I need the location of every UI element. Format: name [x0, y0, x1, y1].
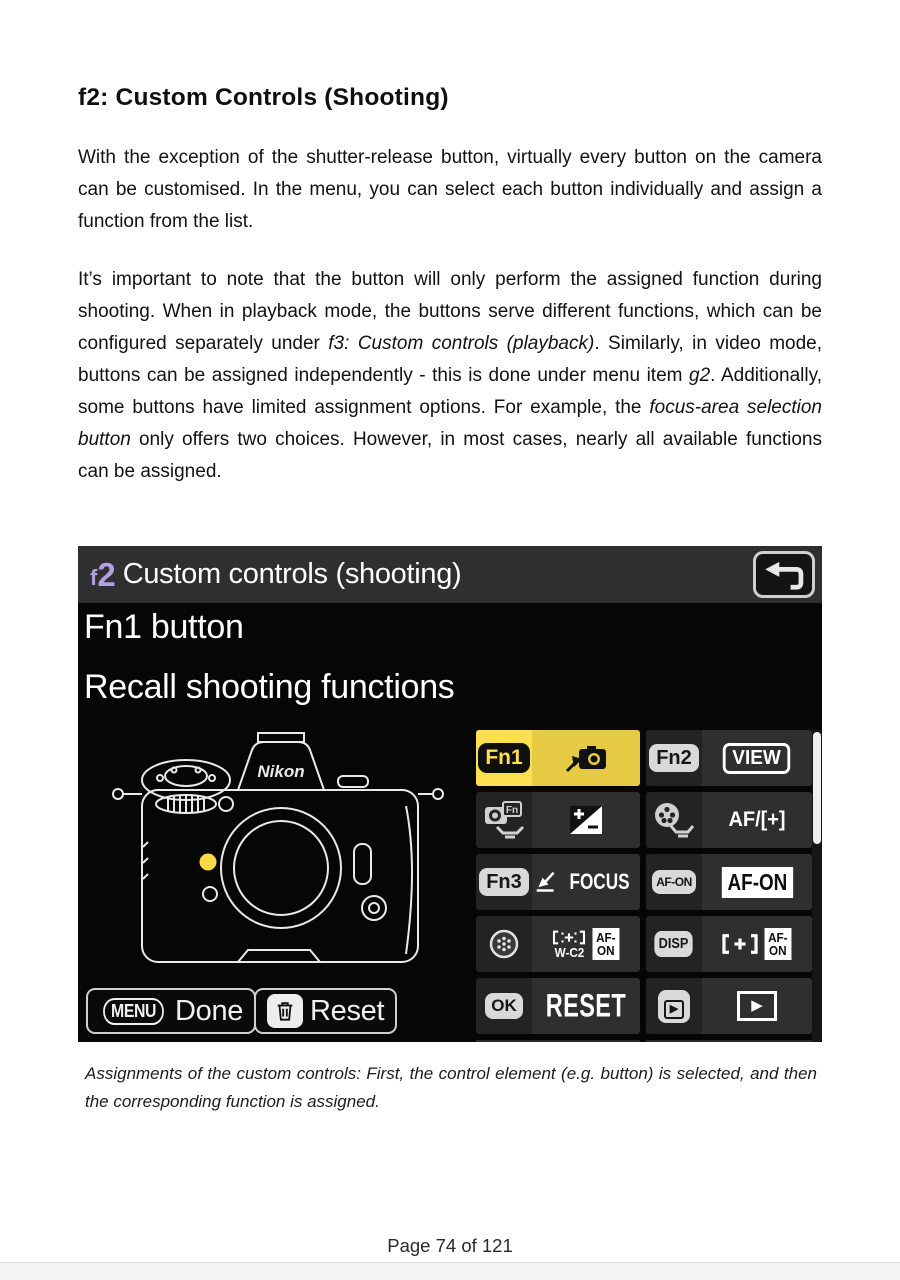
page-number: Page 74 of 121	[387, 1235, 513, 1256]
menu-code: f 2	[90, 556, 116, 593]
camera-illustration	[102, 732, 454, 968]
recall-shooting-functions-icon	[564, 742, 608, 774]
menu-done-button[interactable]	[86, 988, 256, 1034]
af-on-hold-box: AF- ON	[765, 928, 792, 960]
page-break-strip	[0, 1262, 900, 1280]
lens-fn-button-icon	[483, 801, 525, 839]
grid-cell-fn3-button[interactable]	[476, 854, 640, 910]
figure-caption: Assignments of the custom controls: First, the control element (e.g. button) is selected, and then the corresponding function is assigned.	[85, 1064, 817, 1111]
scrollbar-thumb[interactable]	[813, 732, 821, 844]
ok-button-badge: OK	[485, 993, 523, 1019]
af-on-function-label: AF-ON	[721, 867, 792, 898]
paragraph-2: It’s important to note that the button will only perform the assigned function during shooting. When in playback mode, the buttons serve different functions, which can be configured separately under f3: Custom controls (playback). Similarly, in video mode, buttons can be assigned independently - this is done under menu item g2. Additionally, some buttons have limited assignment options. For example, the focus-area selection button only offers two choices. However, in most cases, nearly all available functions can be assigned.	[78, 269, 823, 482]
sub-selector-center-icon	[488, 928, 520, 960]
fn1-button-badge: Fn1	[478, 743, 529, 772]
af-area-bracket-icon	[721, 933, 759, 955]
page-title: f2: Custom Controls (Shooting)	[78, 84, 449, 111]
grid-cell-af-on-button[interactable]	[646, 854, 812, 910]
exposure-compensation-icon	[569, 805, 603, 835]
menu-title: Custom controls (shooting)	[122, 558, 462, 590]
done-label: Done	[175, 994, 244, 1027]
focus-function-label: FOCUS	[568, 869, 630, 894]
view-function-label: VIEW	[723, 743, 791, 774]
playback-button-badge	[658, 990, 690, 1023]
grid-row-partial	[476, 1040, 640, 1042]
grid-cell-lens-fn-button[interactable]	[476, 792, 640, 848]
paragraph-1: With the exception of the shutter-release button, virtually every button on the camera can be customised. In the menu, you can select each button individually and assign a function from the list.	[78, 147, 822, 232]
grid-cell-ok-button[interactable]	[476, 978, 640, 1034]
af-on-button-badge: AF-ON	[652, 870, 696, 894]
selected-function-label: Recall shooting functions	[84, 668, 455, 706]
grid-cell-playback-button[interactable]	[646, 978, 812, 1034]
grid-cell-sub-selector[interactable]	[476, 916, 640, 972]
disp-button-badge: DISP	[655, 931, 693, 957]
trash-icon	[267, 994, 303, 1028]
grid-cell-disp-button[interactable]	[646, 916, 812, 972]
camera-brand-label: Nikon	[257, 762, 305, 781]
camera-menu-screenshot	[78, 546, 822, 1042]
grid-cell-fn2-button[interactable]	[646, 730, 812, 786]
fn3-button-badge: Fn3	[479, 868, 529, 896]
af-area-mode-function-label: AF/[+]	[728, 808, 786, 831]
vertical-multi-selector-icon	[653, 801, 695, 839]
trash-reset-button[interactable]	[254, 988, 397, 1034]
af-on-hold-box: AF- ON	[593, 928, 620, 960]
wide-area-af-c2-icon	[551, 930, 587, 945]
focus-point-recall-icon	[535, 870, 557, 894]
return-icon	[763, 559, 805, 591]
menu-key-badge: MENU	[103, 998, 164, 1025]
grid-cell-vertical-multi-selector[interactable]	[646, 792, 812, 848]
wide-area-c2-label: W-C2	[554, 944, 584, 960]
playback-icon: ▶	[664, 1000, 684, 1019]
grid-row-partial	[646, 1040, 812, 1042]
menu-header	[78, 546, 822, 603]
fn2-button-badge: Fn2	[649, 744, 699, 772]
playback-function-icon: ▶	[737, 991, 777, 1021]
reset-function-label: RESET	[545, 987, 627, 1024]
selected-control-label: Fn1 button	[84, 608, 244, 646]
reset-label: Reset	[310, 994, 385, 1027]
back-button[interactable]	[753, 551, 815, 598]
svg-text:Fn: Fn	[505, 805, 519, 816]
grid-cell-fn1-button[interactable]	[476, 730, 640, 786]
fn1-button-highlight-dot	[200, 854, 217, 871]
